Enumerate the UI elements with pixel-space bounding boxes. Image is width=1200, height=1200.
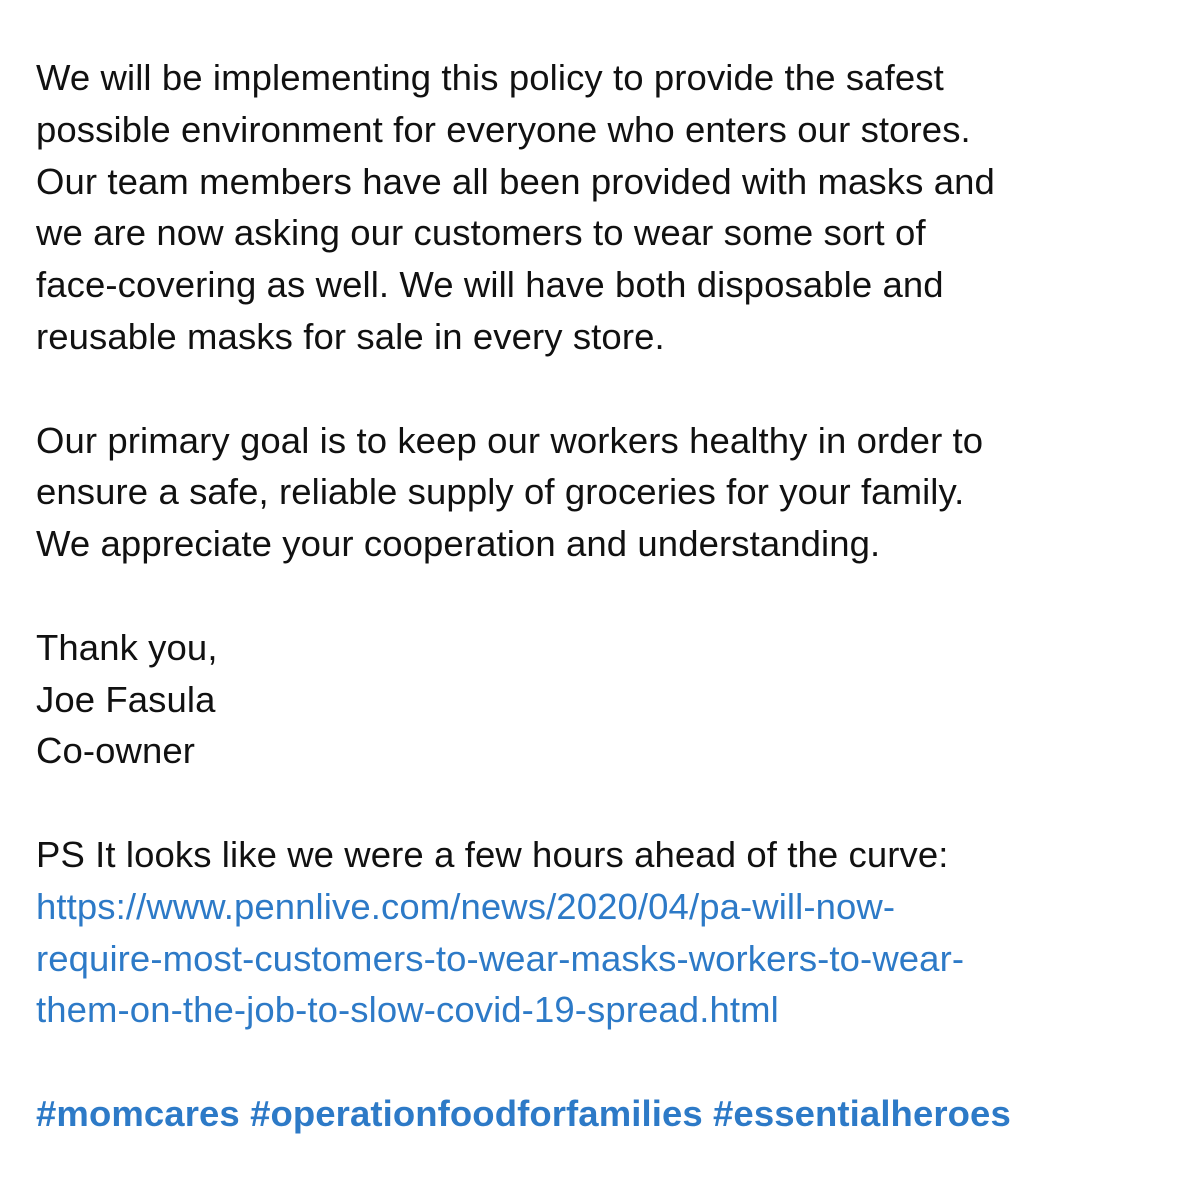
- hashtag-essentialheroes[interactable]: #essentialheroes: [713, 1092, 1011, 1134]
- text-line: possible environment for everyone who enters our stores.: [36, 108, 971, 150]
- text-line: We appreciate your cooperation and understanding.: [36, 523, 881, 565]
- paragraph-gap: [36, 1036, 1176, 1088]
- ps-text: PS It looks like we were a few hours ahead of the curve:: [36, 833, 949, 875]
- paragraph-gap: [36, 363, 1176, 415]
- signoff-title: Co-owner: [36, 730, 196, 772]
- text-line: reusable masks for sale in every store.: [36, 315, 665, 357]
- hashtag-row: [36, 1088, 1176, 1140]
- hashtag-operationfoodforfamilies[interactable]: #operationfoodforfamilies: [250, 1092, 703, 1134]
- link-line[interactable]: them-on-the-job-to-slow-covid-19-spread.html: [36, 989, 779, 1031]
- news-article-link[interactable]: [36, 881, 1176, 1036]
- text-line: ensure a safe, reliable supply of groceries for your family.: [36, 471, 965, 513]
- paragraph-goal: [36, 415, 1176, 570]
- signoff: [36, 622, 1176, 777]
- link-line[interactable]: https://www.pennlive.com/news/2020/04/pa-will-now-: [36, 885, 896, 927]
- hashtag-momcares[interactable]: #momcares: [36, 1092, 240, 1134]
- text-line: We will be implementing this policy to provide the safest: [36, 57, 944, 98]
- text-line: Our primary goal is to keep our workers healthy in order to: [36, 419, 984, 461]
- postscript: [36, 829, 1176, 1036]
- link-line[interactable]: require-most-customers-to-wear-masks-workers-to-wear-: [36, 937, 965, 979]
- paragraph-gap: [36, 570, 1176, 622]
- signoff-thanks: Thank you,: [36, 626, 218, 668]
- text-line: Our team members have all been provided with masks and: [36, 160, 995, 202]
- paragraph-intro: [36, 52, 1176, 363]
- paragraph-gap: [36, 777, 1176, 829]
- post-body: [36, 52, 1176, 1140]
- signoff-name: Joe Fasula: [36, 678, 216, 720]
- text-line: we are now asking our customers to wear some sort of: [36, 212, 926, 254]
- text-line: face-covering as well. We will have both disposable and: [36, 264, 944, 306]
